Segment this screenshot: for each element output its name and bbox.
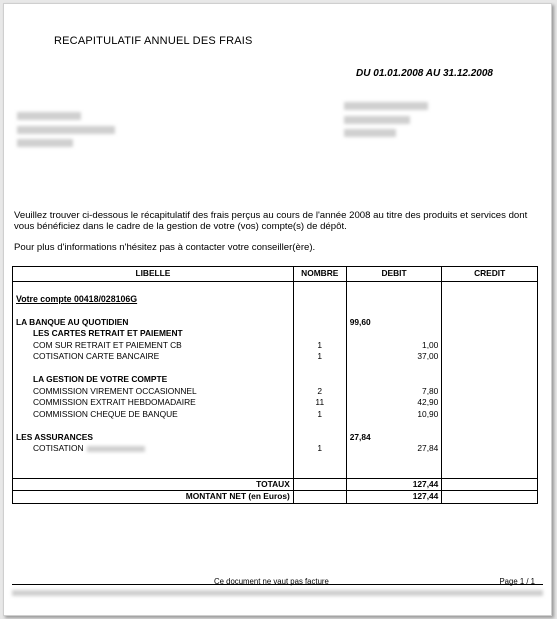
section-row xyxy=(13,432,538,444)
table-header-row xyxy=(13,267,538,282)
fee-count: 11 xyxy=(293,397,346,409)
redacted-sender-address xyxy=(17,112,81,120)
fee-amount: 1,00 xyxy=(346,340,442,352)
account-row xyxy=(13,294,538,306)
table-spacer-row xyxy=(13,305,538,317)
section-total: 27,84 xyxy=(346,432,442,444)
table-spacer-row xyxy=(13,455,538,467)
fee-label-cell xyxy=(13,443,294,455)
section-label: LA BANQUE AU QUOTIDIEN xyxy=(13,317,294,329)
column-header-credit: CREDIT xyxy=(442,267,538,282)
fee-row xyxy=(13,409,538,421)
totals-debit: 127,44 xyxy=(346,478,442,491)
fee-count: 1 xyxy=(293,409,346,421)
fee-label: COMMISSION VIREMENT OCCASIONNEL xyxy=(13,386,294,398)
fee-row xyxy=(13,443,538,455)
fee-amount: 27,84 xyxy=(346,443,442,455)
net-amount-debit: 127,44 xyxy=(346,491,442,504)
totals-row xyxy=(13,478,538,491)
fee-amount: 7,80 xyxy=(346,386,442,398)
fee-amount: 37,00 xyxy=(346,351,442,363)
fee-label: COMMISSION CHEQUE DE BANQUE xyxy=(13,409,294,421)
statement-page xyxy=(3,3,552,616)
group-label: LES CARTES RETRAIT ET PAIEMENT xyxy=(13,328,294,340)
footer-divider xyxy=(12,584,543,585)
contact-paragraph: Pour plus d'informations n'hésitez pas à contacter votre conseiller(ère). xyxy=(14,242,316,253)
group-row xyxy=(13,328,538,340)
redacted-recipient-address xyxy=(344,129,396,137)
fee-row xyxy=(13,351,538,363)
group-label: LA GESTION DE VOTRE COMPTE xyxy=(13,374,294,386)
footer-notice: Ce document ne vaut pas facture xyxy=(214,577,329,586)
table-spacer-row xyxy=(13,282,538,294)
section-total: 99,60 xyxy=(346,317,442,329)
table-spacer-row xyxy=(13,363,538,375)
account-number: Votre compte 00418/028106G xyxy=(16,293,138,304)
column-header-libelle: LIBELLE xyxy=(13,267,294,282)
fee-amount: 42,90 xyxy=(346,397,442,409)
page-number: Page 1 / 1 xyxy=(499,577,535,586)
table-spacer-row xyxy=(13,466,538,478)
net-amount-row xyxy=(13,491,538,504)
fee-amount: 10,90 xyxy=(346,409,442,421)
fee-label: COMMISSION EXTRAIT HEBDOMADAIRE xyxy=(13,397,294,409)
redacted-recipient-address xyxy=(344,116,410,124)
redacted-recipient-address xyxy=(344,102,428,110)
fee-count: 1 xyxy=(293,443,346,455)
redacted-footer-legal xyxy=(12,590,543,596)
fee-count: 2 xyxy=(293,386,346,398)
fee-row xyxy=(13,386,538,398)
redacted-insurance-name xyxy=(87,446,145,452)
group-row xyxy=(13,374,538,386)
fee-count: 1 xyxy=(293,340,346,352)
fee-label: COM SUR RETRAIT ET PAIEMENT CB xyxy=(13,340,294,352)
statement-period: DU 01.01.2008 AU 31.12.2008 xyxy=(356,68,493,79)
section-label: LES ASSURANCES xyxy=(13,432,294,444)
intro-paragraph: Veuillez trouver ci-dessous le récapitulatif des frais perçus au cours de l'année 2008 au titre des produits et services dont vous bénéficiez dans le cadre de la gestion de votre (vos) compte(s) de dépôt. xyxy=(14,210,528,232)
totals-label: TOTAUX xyxy=(13,478,294,491)
document-title: RECAPITULATIF ANNUEL DES FRAIS xyxy=(54,35,253,47)
fee-label: COTISATION CARTE BANCAIRE xyxy=(13,351,294,363)
redacted-sender-address xyxy=(17,126,115,134)
fee-row xyxy=(13,340,538,352)
redacted-sender-address xyxy=(17,139,73,147)
column-header-nombre: NOMBRE xyxy=(293,267,346,282)
fee-label: COTISATION xyxy=(33,443,84,453)
fee-row xyxy=(13,397,538,409)
section-row xyxy=(13,317,538,329)
table-spacer-row xyxy=(13,420,538,432)
column-header-debit: DEBIT xyxy=(346,267,442,282)
fees-table xyxy=(12,266,538,504)
fee-count: 1 xyxy=(293,351,346,363)
net-amount-label: MONTANT NET (en Euros) xyxy=(13,491,294,504)
